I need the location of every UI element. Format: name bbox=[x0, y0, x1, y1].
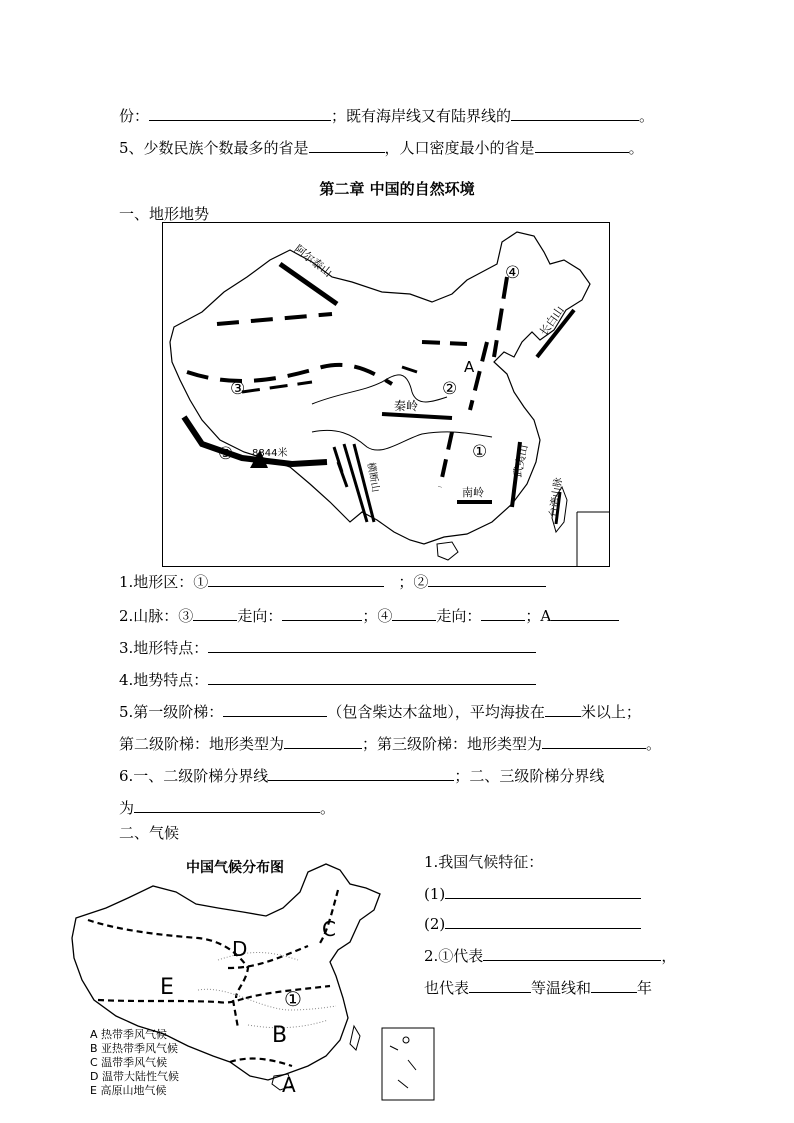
section-climate-heading: 二、气候 bbox=[119, 824, 180, 842]
label-wuyi: 武夷山 bbox=[510, 443, 531, 479]
taiwan-outline bbox=[350, 1026, 360, 1050]
answer-blank[interactable] bbox=[591, 976, 637, 993]
climate-q1-item2: (2) bbox=[424, 912, 641, 934]
label-n4: ④ bbox=[505, 263, 521, 283]
question-1-line: 1.地形区：① ；② bbox=[119, 570, 546, 592]
legend-A: A 热带季风气候 bbox=[90, 1028, 168, 1041]
climate-map bbox=[68, 850, 438, 1102]
answer-blank[interactable] bbox=[223, 700, 327, 717]
answer-blank[interactable] bbox=[284, 732, 362, 749]
label-n5: ⑤ bbox=[218, 444, 234, 464]
label-everest: 8844米 bbox=[252, 448, 288, 459]
climate-q2-line1: 2.①代表 ， bbox=[424, 944, 676, 966]
label-nanling: 南岭 bbox=[462, 486, 484, 499]
question-3-line: 3.地形特点： bbox=[119, 636, 536, 658]
region-E: E bbox=[160, 975, 174, 1000]
region-C: C bbox=[322, 917, 336, 941]
legend-C: C 温带季风气候 bbox=[90, 1056, 168, 1069]
answer-blank[interactable] bbox=[511, 104, 639, 121]
answer-blank[interactable] bbox=[309, 136, 385, 153]
climate-legend bbox=[90, 1027, 179, 1097]
question-5-line: 5、少数民族个数最多的省是 ，人口密度最小的省是 。 bbox=[119, 136, 644, 158]
answer-blank[interactable] bbox=[208, 636, 536, 653]
answer-blank[interactable] bbox=[469, 976, 531, 993]
answer-blank[interactable] bbox=[483, 944, 661, 961]
answer-blank[interactable] bbox=[481, 604, 525, 621]
legend-E: E 高原山地气候 bbox=[90, 1084, 167, 1097]
answer-blank[interactable] bbox=[445, 882, 641, 899]
region-n1: ① bbox=[284, 987, 302, 1011]
region-D: D bbox=[232, 937, 248, 961]
question-5c-line: 第二级阶梯：地形类型为 ；第三级阶梯：地形类型为 。 bbox=[119, 732, 661, 754]
chapter-title: 第二章 中国的自然环境 bbox=[319, 180, 475, 198]
legend-D: D 温带大陆性气候 bbox=[90, 1070, 179, 1083]
terrain-map bbox=[162, 222, 610, 567]
answer-blank[interactable] bbox=[535, 136, 629, 153]
section-terrain-heading: 一、地形地势 bbox=[119, 205, 210, 223]
question-4-line: 4.地势特点： bbox=[119, 668, 536, 690]
question-5b-line: 5.第一级阶梯： （包含柴达木盆地），平均海拔在 米以上； bbox=[119, 700, 641, 722]
answer-blank[interactable] bbox=[208, 668, 536, 685]
label-taiwan: 台湾山脉 bbox=[548, 476, 565, 518]
label-n2: ② bbox=[442, 379, 458, 399]
label-altai: 阿尔泰山 bbox=[291, 242, 335, 280]
answer-blank[interactable] bbox=[545, 700, 581, 717]
legend-B: B 亚热带季风气候 bbox=[90, 1042, 179, 1055]
climate-q1: 1.我国气候特征： bbox=[424, 853, 544, 871]
label-qinling: 秦岭 bbox=[394, 399, 419, 413]
river-dotted bbox=[248, 1020, 328, 1028]
label-n1: ① bbox=[472, 442, 488, 462]
answer-blank[interactable] bbox=[392, 604, 436, 621]
answer-blank[interactable] bbox=[542, 732, 646, 749]
climate-q2-line2: 也代表 等温线和 年 bbox=[424, 976, 652, 998]
climate-q1-item1: (1) bbox=[424, 882, 641, 904]
question-prev-line: 份： ；既有海岸线又有陆界线的 。 bbox=[119, 104, 654, 126]
answer-blank[interactable] bbox=[149, 104, 331, 121]
boundary-A bbox=[230, 1059, 292, 1066]
label-A: A bbox=[464, 358, 475, 376]
label-n3: ③ bbox=[230, 379, 246, 399]
boundary-E-B bbox=[233, 1000, 238, 1028]
question-6b-line: 为 。 bbox=[119, 796, 335, 818]
south-sea-inset bbox=[382, 1028, 434, 1100]
question-6-line: 6.一、二级阶梯分界线 ；二、三级阶梯分界线 bbox=[119, 764, 604, 786]
label-changbai: 长白山 bbox=[537, 303, 567, 339]
answer-blank[interactable] bbox=[428, 570, 546, 587]
region-B: B bbox=[272, 1023, 288, 1048]
label-hengduan: 横断山 bbox=[364, 461, 381, 494]
river-dotted bbox=[218, 953, 298, 961]
answer-blank[interactable] bbox=[551, 604, 619, 621]
answer-blank[interactable] bbox=[282, 604, 362, 621]
question-2-line: 2.山脉：③ 走向： ；④ 走向： ；A bbox=[119, 604, 619, 626]
answer-blank[interactable] bbox=[208, 570, 384, 587]
climate-map-title: 中国气候分布图 bbox=[186, 860, 284, 876]
region-A: A bbox=[282, 1073, 296, 1097]
answer-blank[interactable] bbox=[445, 912, 641, 929]
answer-blank[interactable] bbox=[268, 764, 454, 781]
answer-blank[interactable] bbox=[193, 604, 237, 621]
answer-blank[interactable] bbox=[134, 796, 320, 813]
river-dotted bbox=[198, 989, 336, 1010]
